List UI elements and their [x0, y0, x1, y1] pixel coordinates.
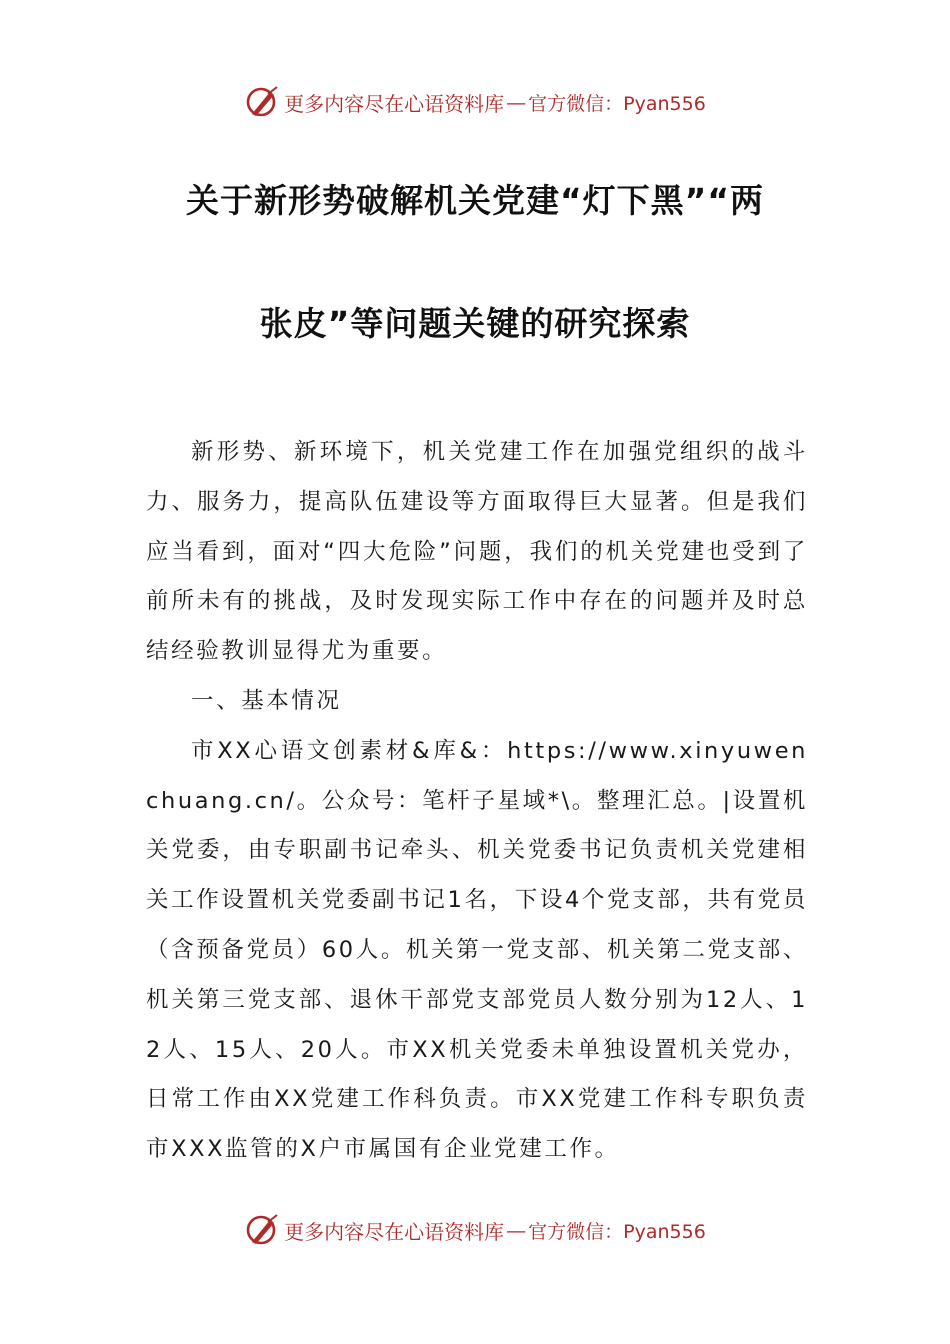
intro-paragraph: 新形势、新环境下，机关党建工作在加强党组织的战斗力、服务力，提高队伍建设等方面取得巨大显著。但是我们应当看到，面对“四大危险”问题，我们的机关党建也受到了前所未有的挑战，及时发现实际工作中存在的问题并及时总结经验教训显得尤为重要。: [146, 439, 808, 665]
banner-contact: 官方微信：Pyan556: [528, 92, 706, 115]
banner-contact: 官方微信：Pyan556: [528, 1220, 706, 1243]
banner-separator: —: [506, 1218, 527, 1242]
footer-banner: [0, 1210, 950, 1250]
document-body: [146, 428, 808, 1175]
basic-situation-paragraph: 市XX心语文创素材&库&：https://www.xinyuwenchuang.cn/。公众号：笔杆子星域*\。整理汇总。|设置机关党委，由专职副书记牵头、机关党委书记负责机关党建相关工作设置机关党委副书记1名，下设4个党支部，共有党员（含预备党员）60人。机关第一党支部、机关第二党支部、机关第三党支部、退休干部党支部党员人数分别为12人、12人、15人、20人。市XX机关党委未单独设置机关党办，日常工作由XX党建工作科负责。市XX党建工作科专职负责市XXX监管的X户市属国有企业党建工作。: [146, 737, 808, 1163]
banner-separator: —: [506, 90, 527, 114]
header-banner: [0, 82, 950, 122]
banner-brand: 更多内容尽在心语资料库: [284, 1219, 505, 1244]
document-title-line-2: 张皮”等问题关键的研究探索: [259, 304, 691, 343]
pen-logo-icon: [244, 84, 280, 120]
section-heading: 一、基本情况: [191, 687, 342, 714]
document-title-line-1: 关于新形势破解机关党建“灯下黑”“两: [185, 181, 765, 220]
pen-logo-icon: [244, 1212, 280, 1248]
banner-brand: 更多内容尽在心语资料库: [284, 91, 505, 116]
